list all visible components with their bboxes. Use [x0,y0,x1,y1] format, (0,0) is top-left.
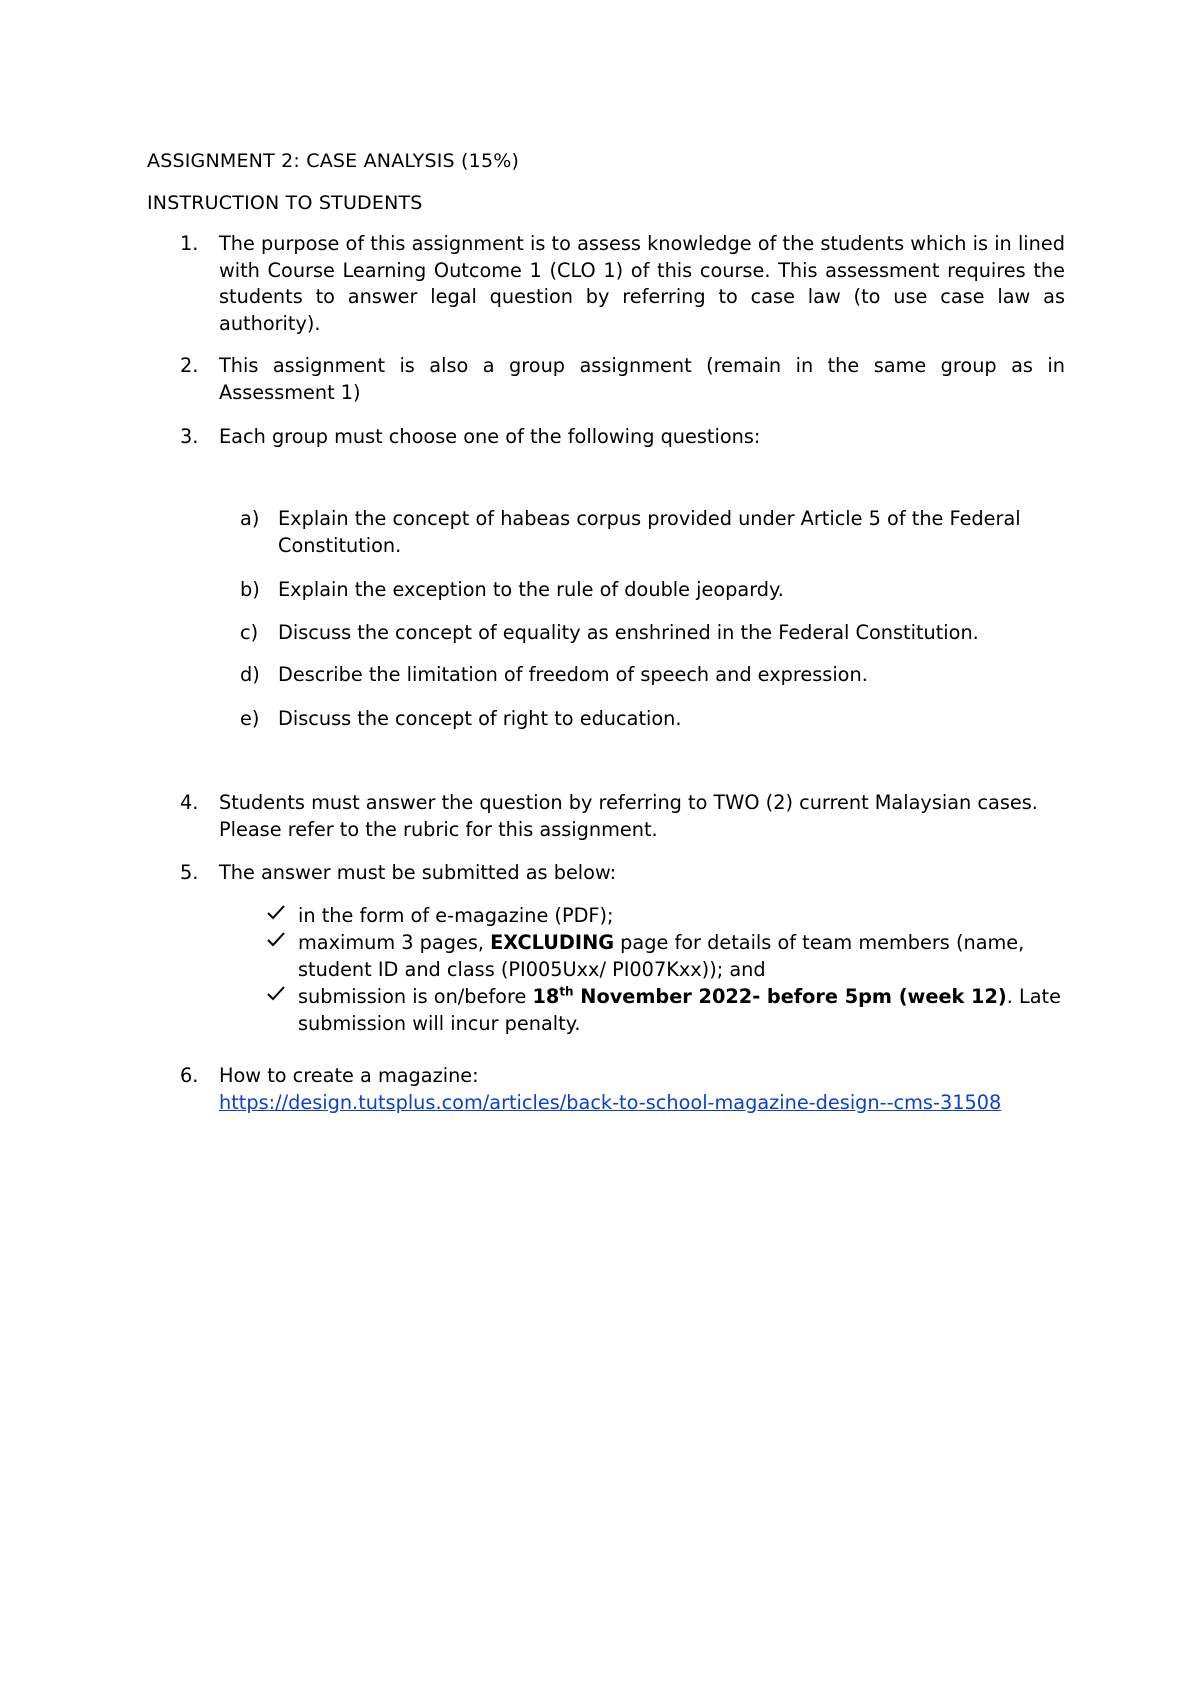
submission-point-deadline [266,984,1066,1037]
question-letter: c) [240,621,259,644]
item-text: The purpose of this assignment is to assess knowledge of the students which is in lined with Course Learning Outcome 1 (CLO 1) of this course. This assessment requires the students to answer legal question by referring to case law (to use case law as authority). [219,232,1065,335]
item-text: How to create a magazine: [219,1064,479,1087]
instruction-item-3 [180,424,1065,451]
submission-point-text [298,930,1066,983]
deadline-date-rest: November 2022- before 5pm (week 12) [573,985,1007,1008]
magazine-tutorial-link[interactable]: https://design.tutsplus.com/articles/back-to-school-magazine-design--cms-31508 [219,1090,1002,1114]
item-number: 6. [180,1064,199,1087]
deadline-text-post: . Late submission will incur penalty. [298,985,1061,1035]
question-b [240,577,1070,604]
submission-point-format [266,903,1066,930]
instruction-item-1 [180,231,1065,337]
instruction-item-2 [180,353,1065,406]
instructions-heading: INSTRUCTION TO STUDENTS [147,192,423,214]
instruction-item-6 [180,1063,1065,1116]
excluding-emphasis: EXCLUDING [490,931,615,954]
submission-point-pages [266,930,1066,983]
item-number: 5. [180,861,199,884]
question-e [240,706,1070,733]
question-d [240,662,1070,689]
question-text: Discuss the concept of right to education. [278,707,682,730]
check-icon [266,930,286,950]
question-letter: d) [240,663,260,686]
question-a [240,506,1070,559]
submission-point-text [298,984,1066,1037]
item-text: Students must answer the question by referring to TWO (2) current Malaysian cases. Please refer to the rubric for this assignment. [219,791,1038,841]
item-text: The answer must be submitted as below: [219,861,617,884]
item-number: 1. [180,232,199,255]
question-text: Explain the exception to the rule of double jeopardy. [278,578,784,601]
item-text: This assignment is also a group assignment (remain in the same group as in Assessment 1) [219,354,1065,404]
question-c [240,620,1070,647]
item-number: 4. [180,791,199,814]
pages-text-post: page for details of team members (name, student ID and class (PI005Uxx/ PI007Kxx)); and [298,931,1025,981]
pages-text-pre: maximum 3 pages, [298,931,491,954]
question-text: Discuss the concept of equality as enshrined in the Federal Constitution. [278,621,979,644]
item-number: 3. [180,425,199,448]
item-number: 2. [180,354,199,377]
deadline-day: 18 [532,985,560,1008]
question-letter: a) [240,507,260,530]
instruction-item-5 [180,860,1065,887]
question-letter: b) [240,578,260,601]
deadline-day-suffix: th [559,984,574,999]
question-letter: e) [240,707,260,730]
question-text: Explain the concept of habeas corpus provided under Article 5 of the Federal Constitution. [278,507,1021,557]
submission-point-text: in the form of e-magazine (PDF); [298,904,614,927]
item-text: Each group must choose one of the following questions: [219,425,761,448]
question-text: Describe the limitation of freedom of speech and expression. [278,663,868,686]
check-icon [266,984,286,1004]
assignment-title: ASSIGNMENT 2: CASE ANALYSIS (15%) [147,150,520,172]
instruction-item-4 [180,790,1065,843]
deadline-text-pre: submission is on/before [298,985,533,1008]
check-icon [266,903,286,923]
